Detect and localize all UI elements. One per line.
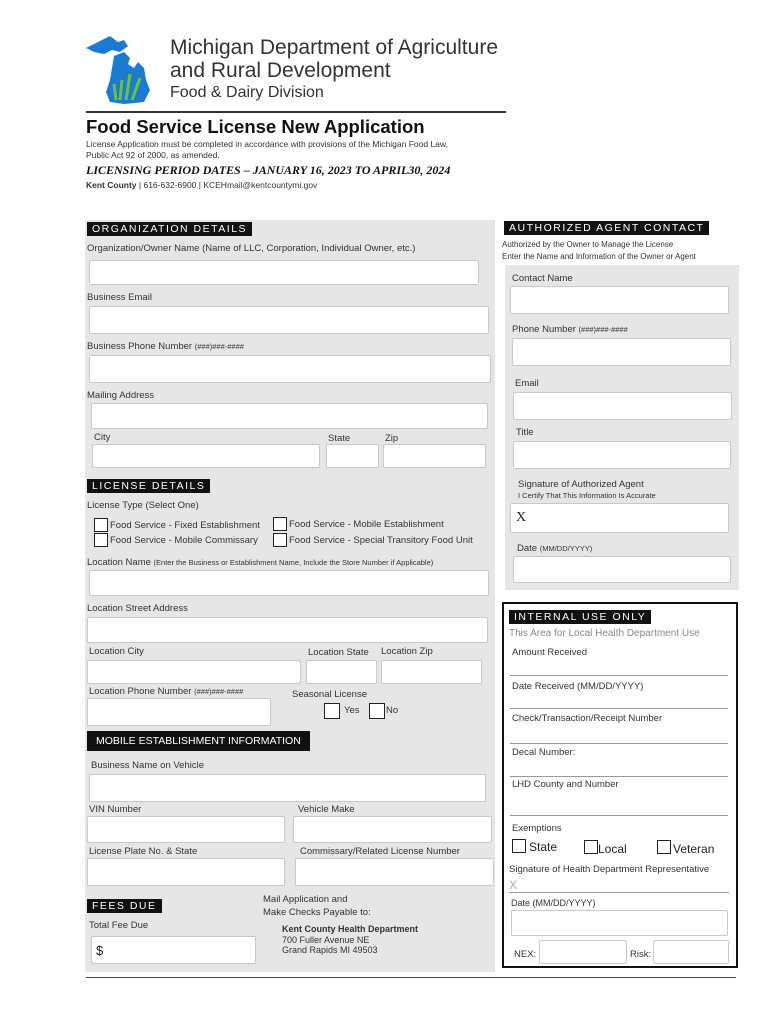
lhd-signature-line[interactable]: [509, 892, 729, 893]
license-type-label: License Type (Select One): [87, 500, 199, 511]
exempt-state-checkbox[interactable]: [512, 839, 526, 853]
agent-email-label: Email: [515, 378, 539, 389]
date-received-line[interactable]: [510, 708, 728, 709]
agent-signature-field[interactable]: [510, 503, 729, 533]
business-phone-label-text: Business Phone Number: [87, 341, 193, 352]
agent-section-header: AUTHORIZED AGENT CONTACT: [504, 221, 709, 235]
agent-phone-hint: (###)###-####: [578, 325, 628, 334]
contact-name-field[interactable]: [510, 286, 729, 314]
total-fee-field[interactable]: [91, 936, 256, 964]
amount-received-label: Amount Received: [512, 647, 587, 658]
street-address-field[interactable]: [87, 617, 488, 643]
location-zip-field[interactable]: [381, 660, 482, 684]
state-label: State: [328, 433, 351, 444]
lhd-county-line[interactable]: [510, 815, 728, 816]
exemptions-label: Exemptions: [512, 823, 562, 834]
license-section-header: LICENSE DETAILS: [87, 479, 210, 493]
fixed-establishment-label: Food Service - Fixed Establishment: [110, 520, 260, 531]
county-contact: [86, 180, 317, 190]
location-state-label: Location State: [308, 647, 369, 658]
county-name: Kent County: [86, 180, 137, 190]
location-name-label: [87, 557, 433, 568]
location-name-field[interactable]: [89, 570, 489, 596]
decal-number-line[interactable]: [510, 776, 728, 777]
location-phone-label: [89, 686, 243, 697]
seasonal-license-label: Seasonal License: [292, 689, 367, 700]
mobile-commissary-label: Food Service - Mobile Commissary: [110, 535, 258, 546]
michigan-logo: [84, 34, 158, 106]
mobile-section-header: MOBILE ESTABLISHMENT INFORMATION: [87, 731, 310, 751]
business-phone-hint: (###)###-####: [194, 342, 244, 351]
zip-field[interactable]: [383, 444, 486, 468]
exempt-veteran-checkbox[interactable]: [657, 840, 671, 854]
risk-label: Risk:: [630, 949, 652, 960]
agent-date-label-text: Date: [517, 543, 538, 554]
location-phone-label-text: Location Phone Number: [89, 686, 192, 697]
lhd-date-label: Date (MM/DD/YYYY): [511, 898, 596, 908]
location-name-label-text: Location Name: [87, 557, 151, 568]
location-city-field[interactable]: [87, 660, 301, 684]
agent-phone-label-text: Phone Number: [512, 324, 576, 335]
business-phone-label: [87, 341, 244, 352]
county-contact-info: | 616-632-6900 | KCEHmail@kentcountymi.gov: [136, 180, 318, 190]
payee-name: Kent County Health Department: [282, 924, 419, 934]
seasonal-no-label: No: [386, 705, 399, 716]
vehicle-business-name-label: Business Name on Vehicle: [91, 760, 205, 771]
lhd-county-label: LHD County and Number: [512, 779, 619, 790]
vehicle-business-name-field[interactable]: [89, 774, 486, 802]
agent-date-label: [517, 543, 592, 554]
seasonal-yes-checkbox[interactable]: [324, 703, 340, 719]
seasonal-no-checkbox[interactable]: [369, 703, 385, 719]
mailing-address-field[interactable]: [91, 403, 488, 429]
zip-label: Zip: [385, 433, 399, 444]
mail-line-1: Mail Application and: [263, 894, 348, 905]
agent-email-field[interactable]: [513, 392, 732, 420]
agent-desc-line-1: Authorized by the Owner to Manage the License: [502, 240, 674, 249]
licensing-period: LICENSING PERIOD DATES – JANUARY 16, 2023 TO APRIL30, 2024: [86, 163, 451, 177]
footer-rule: [86, 977, 736, 978]
mobile-establishment-label: Food Service - Mobile Establishment: [289, 519, 444, 530]
agent-phone-label: [512, 324, 628, 335]
location-zip-label: Location Zip: [381, 646, 433, 657]
commissary-license-field[interactable]: [295, 858, 494, 886]
agent-desc-line-2: Enter the Name and Information of the Owner or Agent: [502, 252, 696, 261]
risk-field[interactable]: [653, 940, 729, 964]
internal-subtitle: This Area for Local Health Department Use: [509, 628, 700, 639]
mobile-commissary-checkbox[interactable]: [94, 533, 108, 547]
mobile-establishment-checkbox[interactable]: [273, 517, 287, 531]
street-address-label: Location Street Address: [87, 603, 188, 614]
license-plate-field[interactable]: [87, 858, 285, 886]
exempt-local-label: Local: [598, 842, 627, 856]
intro-line-2: Public Act 92 of 2000, as amended.: [86, 150, 220, 160]
agent-signature-mark: X: [516, 510, 527, 525]
agent-title-label: Title: [516, 427, 534, 438]
amount-received-line[interactable]: [510, 675, 728, 676]
contact-name-label: Contact Name: [512, 273, 573, 284]
agent-title-field[interactable]: [513, 441, 731, 469]
lhd-signature-label: Signature of Health Department Representative: [509, 864, 710, 875]
payee-address-1: 700 Fuller Avenue NE: [282, 935, 370, 945]
location-phone-hint: (###)###-####: [194, 687, 244, 696]
intro-line-1: License Application must be completed in accordance with provisions of the Michigan Food Law,: [86, 139, 448, 149]
check-number-label: Check/Transaction/Receipt Number: [512, 713, 663, 724]
exempt-veteran-label: Veteran: [673, 842, 715, 856]
agent-phone-field[interactable]: [512, 338, 731, 366]
vehicle-make-field[interactable]: [293, 816, 492, 843]
agency-line-1: Michigan Department of Agriculture: [170, 36, 498, 59]
vin-field[interactable]: [87, 816, 285, 843]
commissary-license-label: Commissary/Related License Number: [300, 846, 460, 857]
lhd-date-field[interactable]: [511, 910, 728, 936]
page-title: Food Service License New Application: [86, 116, 425, 137]
lhd-signature-mark: X: [509, 878, 518, 892]
sttfu-label: Food Service - Special Transitory Food Unit: [289, 535, 473, 546]
city-label: City: [94, 432, 111, 443]
seasonal-yes-label: Yes: [344, 705, 360, 716]
header-rule: [86, 111, 506, 113]
mailing-address-label: Mailing Address: [87, 390, 155, 401]
sttfu-checkbox[interactable]: [273, 533, 287, 547]
vehicle-make-label: Vehicle Make: [298, 804, 355, 815]
nex-field[interactable]: [539, 940, 627, 964]
check-number-line[interactable]: [510, 743, 728, 744]
business-email-label: Business Email: [87, 292, 152, 303]
total-fee-label: Total Fee Due: [89, 920, 149, 931]
agent-signature-label: Signature of Authorized Agent: [518, 479, 644, 490]
agent-date-hint: (MM/DD/YYYY): [539, 544, 593, 553]
business-email-field[interactable]: [89, 306, 489, 334]
location-name-hint: (Enter the Business or Establishment Name, Include the Store Number if Applicable): [153, 558, 434, 567]
vin-label: VIN Number: [89, 804, 142, 815]
owner-name-field[interactable]: [89, 260, 479, 285]
agent-certify-text: I Certify That This Information Is Accurate: [518, 491, 656, 500]
mail-line-2: Make Checks Payable to:: [263, 907, 371, 918]
agency-line-2: and Rural Development: [170, 59, 391, 82]
agency-name: [170, 36, 498, 82]
payee-address-2: Grand Rapids MI 49503: [282, 945, 378, 955]
state-field[interactable]: [326, 444, 379, 468]
agent-date-field[interactable]: [513, 556, 731, 583]
nex-label: NEX:: [514, 949, 537, 960]
owner-name-label: Organization/Owner Name (Name of LLC, Corporation, Individual Owner, etc.): [87, 243, 416, 254]
business-phone-field[interactable]: [89, 355, 491, 383]
date-received-label: Date Received (MM/DD/YYYY): [512, 681, 644, 692]
license-plate-label: License Plate No. & State: [89, 846, 198, 857]
decal-number-label: Decal Number:: [512, 747, 576, 758]
location-state-field[interactable]: [306, 660, 377, 684]
city-field[interactable]: [92, 444, 320, 468]
exempt-state-label: State: [529, 840, 558, 854]
fees-section-header: FEES DUE: [87, 899, 162, 913]
division-name: Food & Dairy Division: [170, 84, 324, 101]
fixed-establishment-checkbox[interactable]: [94, 518, 108, 532]
exempt-local-checkbox[interactable]: [584, 840, 598, 854]
org-section-header: ORGANIZATION DETAILS: [87, 222, 252, 236]
location-phone-field[interactable]: [87, 698, 271, 726]
currency-symbol: $: [96, 943, 104, 958]
internal-section-header: INTERNAL USE ONLY: [509, 610, 651, 624]
location-city-label: Location City: [89, 646, 144, 657]
